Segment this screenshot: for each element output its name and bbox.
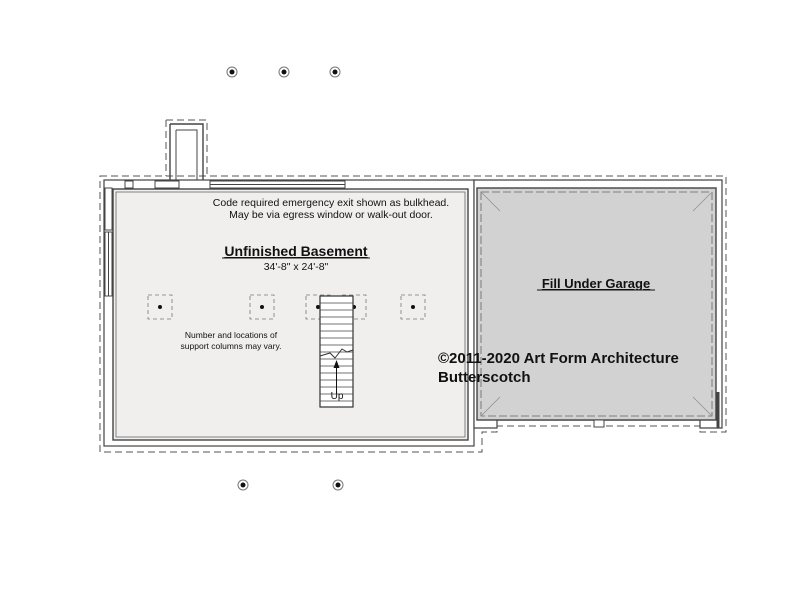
- site-marker: [330, 67, 340, 77]
- egress-note-line-2: May be via egress window or walk-out door.: [229, 209, 433, 221]
- basement-dimensions: 34'-8" x 24'-8": [263, 261, 329, 273]
- basement-title: Unfinished Basement: [224, 243, 368, 259]
- stair-up-label: Up: [330, 391, 344, 402]
- site-marker: [227, 67, 237, 77]
- site-marker: [238, 480, 248, 490]
- columns-note-line-2: support columns may vary.: [180, 341, 282, 351]
- garage-label: Fill Under Garage: [541, 276, 651, 291]
- columns-note-line-1: Number and locations of: [184, 330, 278, 340]
- egress-note-line-1: Code required emergency exit shown as bulkhead.: [212, 197, 450, 209]
- site-marker: [333, 480, 343, 490]
- garage-area: [474, 180, 722, 428]
- copyright-line-2: Butterscotch: [438, 369, 531, 386]
- bulkhead: [170, 124, 203, 185]
- site-marker: [279, 67, 289, 77]
- copyright-line-1: ©2011-2020 Art Form Architecture: [438, 350, 679, 367]
